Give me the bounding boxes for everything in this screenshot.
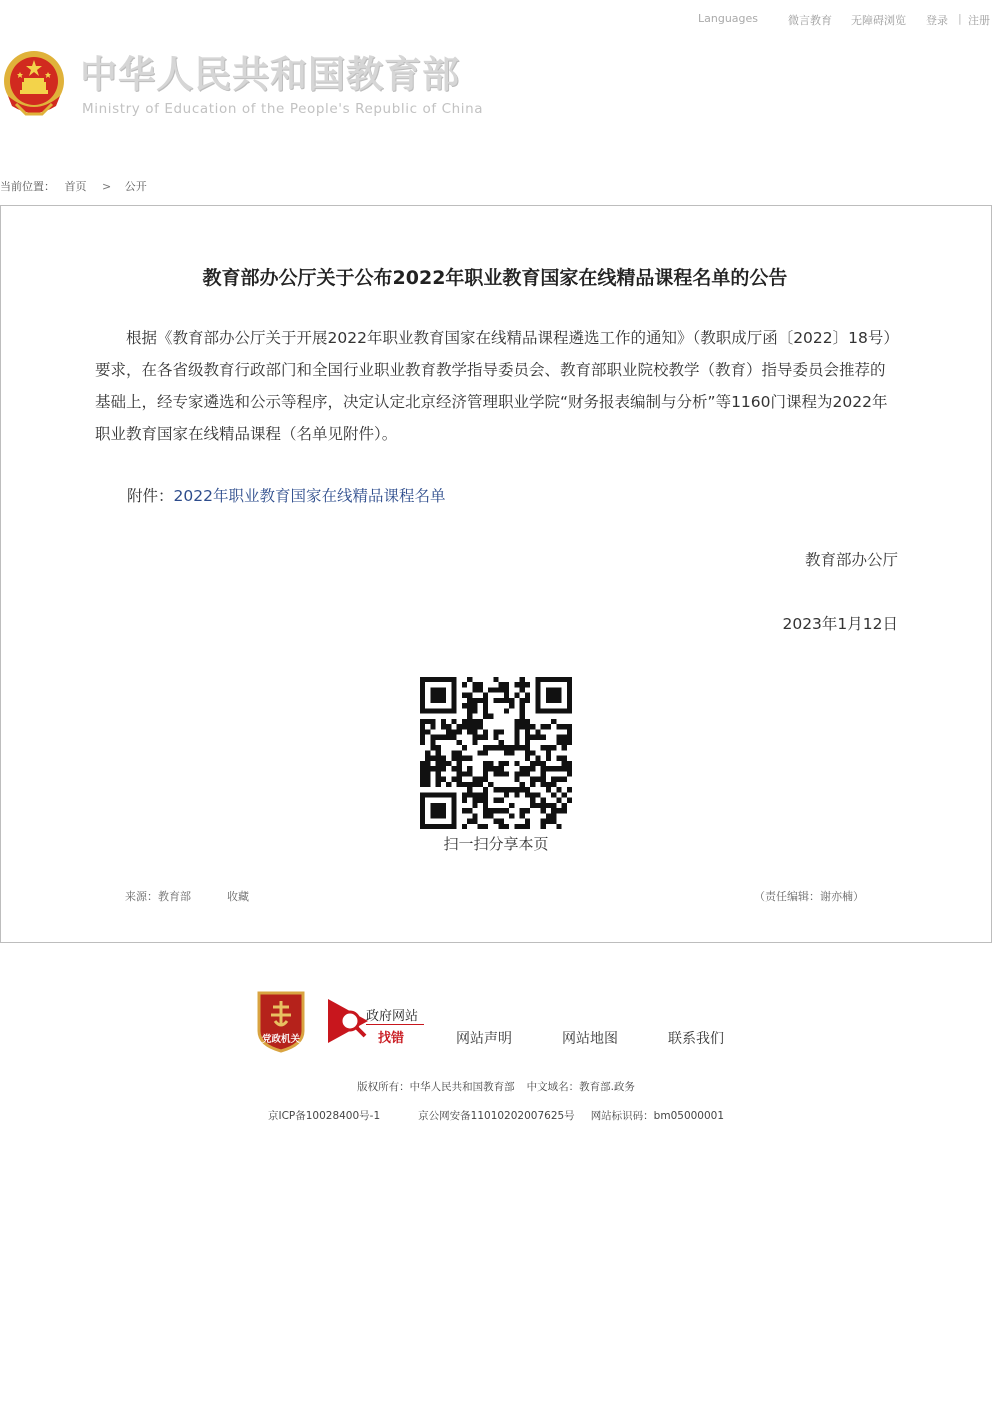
chevron-right-icon: > [102,180,112,193]
breadcrumb-home[interactable]: 首页 [64,180,87,193]
article-source: 来源：教育部 [125,890,191,903]
gov-site-error-icon[interactable] [328,999,368,1043]
gov-site-divider [366,1024,424,1025]
footer-domain: 中文域名：教育部.政务 [526,1081,635,1093]
footer-copyright: 版权所有：中华人民共和国教育部 [357,1081,515,1093]
footer-link-sitemap[interactable]: 网站地图 [562,1031,618,1047]
national-emblem-icon[interactable] [2,48,66,118]
footer-icp[interactable]: 京ICP备10028400号-1 [267,1110,381,1122]
footer-police[interactable]: 京公网安备11010202007625号 [418,1110,575,1122]
accessibility-link[interactable]: 无障碍浏览 [851,14,906,27]
gov-site-name[interactable]: 政府网站 [366,1009,419,1024]
attachment-link[interactable]: 2022年职业教育国家在线精品课程名单 [173,487,446,505]
article-date: 2023年1月12日 [782,615,898,633]
attachment-label: 附件： [127,487,174,505]
breadcrumb-current[interactable]: 公开 [124,180,147,193]
footer-copyright-line [0,1079,992,1094]
qr-caption: 扫一扫分享本页 [443,835,549,853]
topbar-separator: | [958,12,962,25]
languages-link[interactable]: Languages [698,12,759,25]
footer-link-contact[interactable]: 联系我们 [668,1031,724,1047]
article-body: 根据《教育部办公厅关于开展2022年职业教育国家在线精品课程遴选工作的通知》（教职成厅函〔2022〕18号）要求，在各省级教育行政部门和全国行业职业教育教学指导委员会、教育部职业院校教学（教育）指导委员会推荐的基础上，经专家遴选和公示等程序，决定认定北京经济管理职业学院“财务报表编制与分析”等1160门课程为2022年职业教育国家在线精品课程（名单见附件）。 [95,329,899,443]
breadcrumb-prefix: 当前位置： [0,180,55,193]
footer-site-id: 网站标识码：bm05000001 [590,1110,725,1122]
favorite-link[interactable]: 收藏 [227,890,249,903]
register-link[interactable]: 注册 [968,14,990,27]
footer-registration-line [0,1108,992,1123]
attachment-line [127,484,445,506]
article-title: 教育部办公厅关于公布2022年职业教育国家在线精品课程名单的公告 [202,267,788,289]
article-source-line [125,888,249,904]
gov-site-error-label[interactable]: 找错 [378,1031,405,1046]
site-subtitle: Ministry of Education of the People's Republic of China [82,101,484,117]
footer-link-statement[interactable]: 网站声明 [456,1031,512,1047]
article-editor: （责任编辑：谢亦楠） [754,890,864,903]
party-government-badge-label: 党政机关 [261,1034,300,1045]
article-signer: 教育部办公厅 [804,551,898,569]
login-link[interactable]: 登录 [926,14,948,27]
wechat-link[interactable]: 微言教育 [788,14,832,27]
breadcrumb [0,178,153,194]
site-title[interactable]: 中华人民共和国教育部 [80,52,460,96]
qr-code-icon [420,677,572,829]
